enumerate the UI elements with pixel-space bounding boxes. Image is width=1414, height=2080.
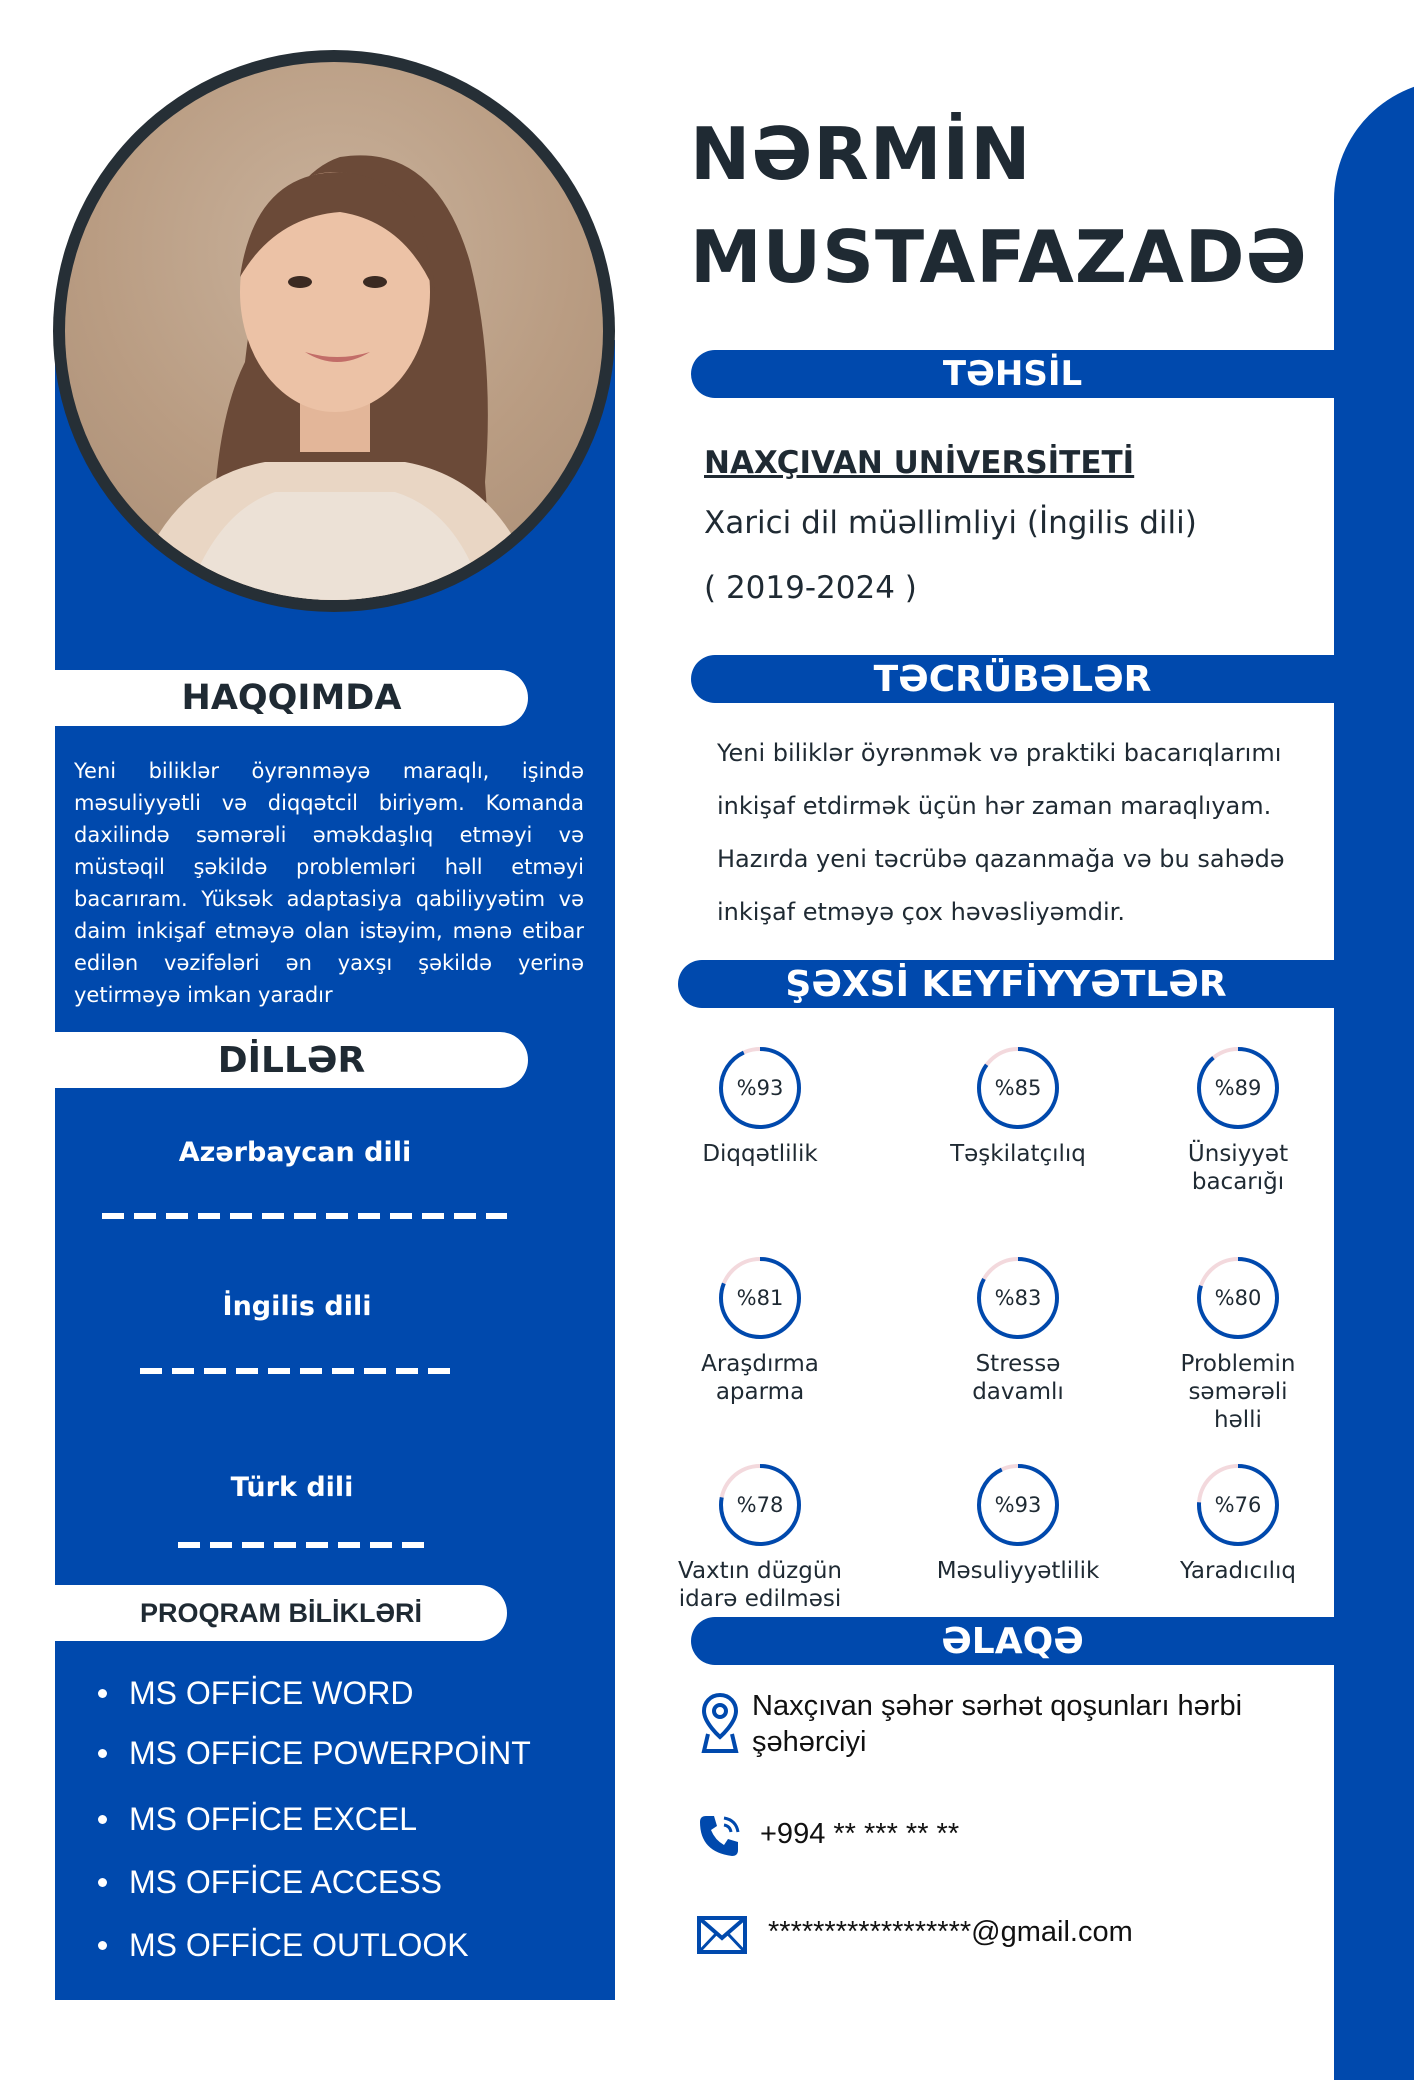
language-level-bar <box>178 1542 428 1548</box>
quality-label-line: Vaxtın düzgün <box>678 1558 842 1584</box>
experience-heading: TƏCRÜBƏLƏR <box>691 655 1334 703</box>
quality-label-line: Diqqətlilik <box>702 1141 818 1167</box>
quality-label-line: Problemin <box>1180 1351 1296 1377</box>
quality-ring <box>716 1254 804 1342</box>
quality-value: %76 <box>1214 1493 1262 1517</box>
software-item <box>98 1675 413 1712</box>
quality-label <box>670 1350 850 1406</box>
quality-label <box>1148 1350 1328 1434</box>
software-item-label: MS OFFİCE POWERPOİNT <box>129 1735 531 1771</box>
quality-gauge <box>670 1461 850 1613</box>
languages-heading: DİLLƏR <box>55 1032 528 1088</box>
quality-label <box>1148 1557 1328 1585</box>
quality-label <box>1148 1140 1328 1196</box>
contact-phone: +994 ** *** ** ** <box>760 1818 960 1850</box>
quality-gauge <box>928 1254 1108 1406</box>
quality-label-line: idarə edilməsi <box>678 1586 842 1612</box>
language-name-english: İngilis dili <box>222 1291 372 1322</box>
software-item <box>98 1927 469 1964</box>
contact-address <box>752 1688 1242 1760</box>
quality-label <box>670 1140 850 1168</box>
quality-label-line: Yaradıcılıq <box>1180 1558 1296 1584</box>
education-major: Xarici dil müəllimliyi (İngilis dili) <box>704 505 1197 541</box>
quality-value: %81 <box>736 1286 784 1310</box>
quality-value: %78 <box>736 1493 784 1517</box>
quality-gauge <box>1148 1254 1328 1434</box>
experience-text <box>717 727 1327 939</box>
education-heading: TƏHSİL <box>691 350 1334 398</box>
quality-label-line: Təşkilatçılıq <box>950 1141 1086 1167</box>
quality-label-line: Stressə <box>975 1351 1061 1377</box>
experience-line: inkişaf etdirmək üçün hər zaman maraqlıyam. <box>717 792 1272 820</box>
software-item-label: MS OFFİCE EXCEL <box>129 1801 418 1837</box>
about-text: Yeni biliklər öyrənməyə maraqlı, işində məsuliyyətli və diqqətcil biriyəm. Komanda daxilində səmərəli əməkdaşlıq etməyi və müstəqil şəkildə problemləri həll etməyi bacarıram. Yüksək adaptasiya qabiliyyətim və daim inkişaf etməyə olan istəyim, mənə etibar edilən vəzifələri ən yaxşı şəkildə yerinə yetirməyə imkan yaradır <box>74 759 584 1007</box>
quality-ring <box>974 1044 1062 1132</box>
software-item <box>98 1735 531 1772</box>
envelope-icon <box>696 1915 748 1959</box>
right-edge-decoration <box>1334 80 1414 2080</box>
education-years: ( 2019-2024 ) <box>704 570 917 606</box>
quality-ring <box>1194 1254 1282 1342</box>
experience-line: Hazırda yeni təcrübə qazanmağa və bu sahədə <box>717 845 1285 873</box>
woman-portrait-photo <box>65 62 603 600</box>
quality-value: %85 <box>994 1076 1042 1100</box>
language-level-bar <box>140 1368 460 1374</box>
last-name: MUSTAFAZADƏ <box>690 215 1308 299</box>
quality-gauge <box>1148 1044 1328 1196</box>
contact-email: ******************@gmail.com <box>768 1916 1133 1948</box>
quality-label-line: Ünsiyyət <box>1187 1141 1289 1167</box>
software-item-label: MS OFFİCE WORD <box>129 1675 414 1711</box>
university-name: NAXÇIVAN UNİVERSİTETİ <box>704 445 1135 481</box>
about-heading: HAQQIMDA <box>55 670 528 726</box>
qualities-heading: ŞƏXSİ KEYFİYYƏTLƏR <box>678 960 1334 1008</box>
language-name-turkish: Türk dili <box>230 1472 354 1503</box>
address-line: şəhərciyi <box>752 1726 867 1758</box>
quality-value: %93 <box>736 1076 784 1100</box>
quality-label <box>928 1350 1108 1406</box>
quality-ring <box>1194 1461 1282 1549</box>
address-line: Naxçıvan şəhər sərhət qoşunları hərbi <box>752 1690 1243 1722</box>
quality-label-line: həlli <box>1214 1407 1262 1433</box>
software-heading: PROQRAM BİLİKLƏRİ <box>55 1585 507 1641</box>
phone-icon <box>696 1812 744 1864</box>
software-item-label: MS OFFİCE OUTLOOK <box>129 1927 469 1963</box>
quality-label-line: aparma <box>715 1379 805 1405</box>
quality-value: %89 <box>1214 1076 1262 1100</box>
quality-label-line: davamlı <box>972 1379 1064 1405</box>
software-item <box>98 1864 442 1901</box>
experience-line: Yeni biliklər öyrənmək və praktiki bacarıqlarımı <box>717 739 1282 767</box>
quality-label-line: səmərəli <box>1188 1379 1288 1405</box>
quality-ring <box>1194 1044 1282 1132</box>
location-pin-icon <box>700 1692 740 1758</box>
quality-label <box>928 1140 1108 1168</box>
quality-label <box>928 1557 1108 1585</box>
quality-ring <box>716 1461 804 1549</box>
language-level-bar <box>102 1213 507 1219</box>
quality-label-line: Məsuliyyətlilik <box>936 1558 1100 1584</box>
quality-gauge <box>670 1044 850 1168</box>
software-item-label: MS OFFİCE ACCESS <box>129 1864 442 1900</box>
quality-label-line: Araşdırma <box>701 1351 819 1377</box>
quality-ring <box>974 1254 1062 1342</box>
quality-label <box>670 1557 850 1613</box>
quality-gauge <box>1148 1461 1328 1585</box>
experience-line: inkişaf etməyə çox həvəsliyəmdir. <box>717 898 1125 926</box>
quality-ring <box>716 1044 804 1132</box>
quality-gauge <box>928 1461 1108 1585</box>
language-name-azerbaijani: Azərbaycan dili <box>178 1137 412 1168</box>
quality-label-line: bacarığı <box>1191 1169 1285 1195</box>
quality-gauge <box>928 1044 1108 1168</box>
quality-ring <box>974 1461 1062 1549</box>
first-name: NƏRMİN <box>690 112 1032 196</box>
quality-value: %93 <box>994 1493 1042 1517</box>
software-item <box>98 1801 417 1838</box>
quality-value: %83 <box>994 1286 1042 1310</box>
contact-heading: ƏLAQƏ <box>691 1617 1334 1665</box>
quality-value: %80 <box>1214 1286 1262 1310</box>
profile-photo <box>65 62 603 600</box>
quality-gauge <box>670 1254 850 1406</box>
